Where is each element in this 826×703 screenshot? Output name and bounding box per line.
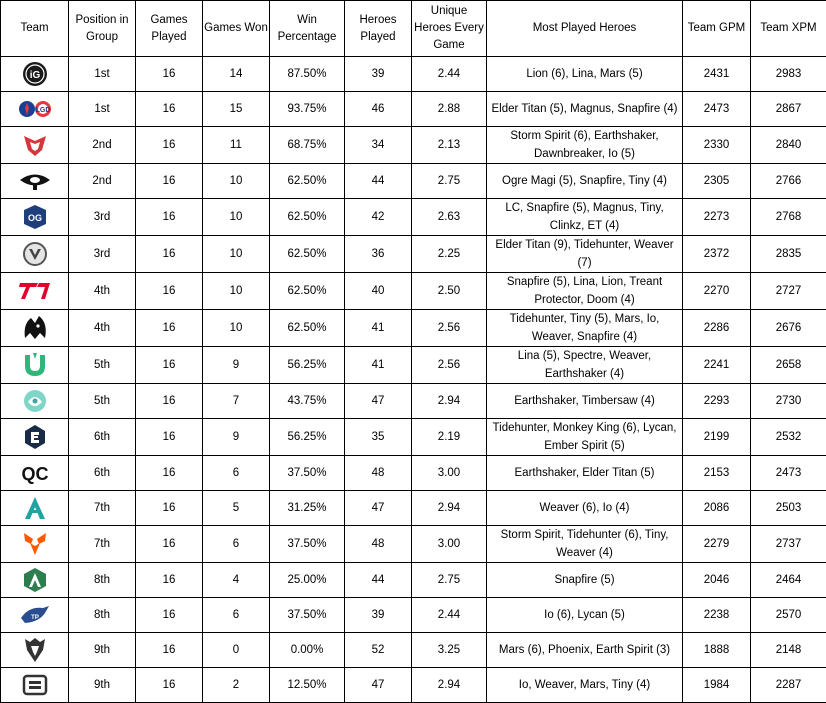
team-gpm-cell: 2473	[683, 92, 751, 127]
unique-heroes-cell: 2.56	[412, 310, 487, 347]
table-row	[1, 419, 826, 456]
most-played-heroes-cell: Earthshaker, Elder Titan (5)	[487, 456, 683, 491]
header-most-played: Most Played Heroes	[487, 1, 683, 57]
team-cell	[1, 526, 69, 563]
table-row	[1, 347, 826, 384]
header-win-percentage: Win Percentage	[270, 1, 345, 57]
most-played-heroes-cell: Weaver (6), Io (4)	[487, 491, 683, 526]
games-won-cell: 15	[203, 92, 270, 127]
table-row	[1, 92, 826, 127]
most-played-heroes-cell: Mars (6), Phoenix, Earth Spirit (3)	[487, 633, 683, 668]
team-cell	[1, 273, 69, 310]
undying-logo	[18, 351, 52, 379]
position-cell: 4th	[69, 310, 136, 347]
win-percentage-cell: 62.50%	[270, 164, 345, 199]
svg-text:OG: OG	[27, 213, 41, 223]
unique-heroes-cell: 2.50	[412, 273, 487, 310]
table-row	[1, 668, 826, 703]
team-cell	[1, 236, 69, 273]
og-logo	[18, 203, 52, 231]
position-cell: 9th	[69, 668, 136, 703]
team-xpm-cell: 2840	[751, 127, 826, 164]
unique-heroes-cell: 3.25	[412, 633, 487, 668]
most-played-heroes-cell: Lina (5), Spectre, Weaver, Earthshaker (4)	[487, 347, 683, 384]
team-xpm-cell: 2835	[751, 236, 826, 273]
games-won-cell: 9	[203, 419, 270, 456]
team-spirit-logo	[18, 314, 52, 342]
position-cell: 8th	[69, 598, 136, 633]
heroes-played-cell: 36	[345, 236, 412, 273]
win-percentage-cell: 37.50%	[270, 598, 345, 633]
ig-logo	[18, 60, 52, 88]
unique-heroes-cell: 2.44	[412, 57, 487, 92]
games-played-cell: 16	[136, 273, 203, 310]
table-row	[1, 164, 826, 199]
table-row	[1, 57, 826, 92]
win-percentage-cell: 56.25%	[270, 347, 345, 384]
win-percentage-cell: 37.50%	[270, 526, 345, 563]
heroes-played-cell: 42	[345, 199, 412, 236]
win-percentage-cell: 0.00%	[270, 633, 345, 668]
position-cell: 7th	[69, 526, 136, 563]
win-percentage-cell: 93.75%	[270, 92, 345, 127]
position-cell: 3rd	[69, 199, 136, 236]
team-gpm-cell: 1984	[683, 668, 751, 703]
team-xpm-cell: 2730	[751, 384, 826, 419]
games-won-cell: 10	[203, 164, 270, 199]
games-played-cell: 16	[136, 633, 203, 668]
table-row	[1, 384, 826, 419]
team-cell	[1, 164, 69, 199]
team-xpm-cell: 2570	[751, 598, 826, 633]
heroes-played-cell: 48	[345, 526, 412, 563]
most-played-heroes-cell: Io, Weaver, Mars, Tiny (4)	[487, 668, 683, 703]
win-percentage-cell: 12.50%	[270, 668, 345, 703]
heroes-played-cell: 40	[345, 273, 412, 310]
most-played-heroes-cell: Ogre Magi (5), Snapfire, Tiny (4)	[487, 164, 683, 199]
team-cell	[1, 57, 69, 92]
team-gpm-cell: 2199	[683, 419, 751, 456]
games-played-cell: 16	[136, 199, 203, 236]
beastcoast-logo	[18, 387, 52, 415]
most-played-heroes-cell: Lion (6), Lina, Mars (5)	[487, 57, 683, 92]
team-gpm-cell: 2305	[683, 164, 751, 199]
team-gpm-cell: 2431	[683, 57, 751, 92]
heroes-played-cell: 44	[345, 164, 412, 199]
team-cell	[1, 563, 69, 598]
team-cell	[1, 491, 69, 526]
team-cell	[1, 310, 69, 347]
heroes-played-cell: 41	[345, 347, 412, 384]
games-played-cell: 16	[136, 310, 203, 347]
games-won-cell: 0	[203, 633, 270, 668]
team-cell	[1, 347, 69, 384]
header-team: Team	[1, 1, 69, 57]
position-cell: 8th	[69, 563, 136, 598]
header-row	[1, 1, 826, 57]
heroes-played-cell: 35	[345, 419, 412, 456]
unique-heroes-cell: 2.25	[412, 236, 487, 273]
position-cell: 1st	[69, 92, 136, 127]
unique-heroes-cell: 2.56	[412, 347, 487, 384]
quincy-crew-logo	[18, 459, 52, 487]
team-gpm-cell: 2372	[683, 236, 751, 273]
table-row	[1, 273, 826, 310]
team-xpm-cell: 2473	[751, 456, 826, 491]
sg-esports-logo	[18, 636, 52, 664]
win-percentage-cell: 25.00%	[270, 563, 345, 598]
games-won-cell: 10	[203, 273, 270, 310]
header-gpm: Team GPM	[683, 1, 751, 57]
games-won-cell: 9	[203, 347, 270, 384]
games-played-cell: 16	[136, 526, 203, 563]
position-cell: 2nd	[69, 127, 136, 164]
games-won-cell: 5	[203, 491, 270, 526]
position-cell: 3rd	[69, 236, 136, 273]
win-percentage-cell: 68.75%	[270, 127, 345, 164]
table-row	[1, 199, 826, 236]
win-percentage-cell: 62.50%	[270, 310, 345, 347]
unique-heroes-cell: 3.00	[412, 456, 487, 491]
team-gpm-cell: 2153	[683, 456, 751, 491]
games-played-cell: 16	[136, 598, 203, 633]
svg-text:QC: QC	[21, 464, 48, 484]
games-won-cell: 6	[203, 598, 270, 633]
position-cell: 2nd	[69, 164, 136, 199]
unique-heroes-cell: 2.19	[412, 419, 487, 456]
team-gpm-cell: 2086	[683, 491, 751, 526]
unique-heroes-cell: 2.94	[412, 384, 487, 419]
team-gpm-cell: 2241	[683, 347, 751, 384]
team-gpm-cell: 2046	[683, 563, 751, 598]
most-played-heroes-cell: Snapfire (5), Lina, Lion, Treant Protector, Doom (4)	[487, 273, 683, 310]
team-gpm-cell: 2330	[683, 127, 751, 164]
header-unique-heroes: Unique Heroes Every Game	[412, 1, 487, 57]
team-cell	[1, 127, 69, 164]
heroes-played-cell: 34	[345, 127, 412, 164]
heroes-played-cell: 47	[345, 491, 412, 526]
table-row	[1, 633, 826, 668]
table-row	[1, 310, 826, 347]
games-played-cell: 16	[136, 347, 203, 384]
team-cell	[1, 598, 69, 633]
unique-heroes-cell: 2.94	[412, 491, 487, 526]
header-position: Position in Group	[69, 1, 136, 57]
team-cell	[1, 419, 69, 456]
games-won-cell: 7	[203, 384, 270, 419]
games-won-cell: 6	[203, 526, 270, 563]
win-percentage-cell: 62.50%	[270, 273, 345, 310]
win-percentage-cell: 56.25%	[270, 419, 345, 456]
unique-heroes-cell: 2.44	[412, 598, 487, 633]
heroes-played-cell: 39	[345, 57, 412, 92]
win-percentage-cell: 43.75%	[270, 384, 345, 419]
unique-heroes-cell: 2.75	[412, 563, 487, 598]
unique-heroes-cell: 2.94	[412, 668, 487, 703]
heroes-played-cell: 47	[345, 668, 412, 703]
table-row	[1, 127, 826, 164]
team-xpm-cell: 2867	[751, 92, 826, 127]
position-cell: 4th	[69, 273, 136, 310]
win-percentage-cell: 87.50%	[270, 57, 345, 92]
games-won-cell: 6	[203, 456, 270, 491]
team-xpm-cell: 2768	[751, 199, 826, 236]
svg-text:iG: iG	[29, 70, 40, 81]
fnatic-logo	[18, 530, 52, 558]
virtus-pro-logo	[18, 240, 52, 268]
games-played-cell: 16	[136, 563, 203, 598]
team-gpm-cell: 2293	[683, 384, 751, 419]
team-cell	[1, 668, 69, 703]
alliance-logo	[18, 566, 52, 594]
team-xpm-cell: 2532	[751, 419, 826, 456]
unique-heroes-cell: 2.75	[412, 164, 487, 199]
most-played-heroes-cell: Storm Spirit, Tidehunter (6), Tiny, Weaver (4)	[487, 526, 683, 563]
heroes-played-cell: 52	[345, 633, 412, 668]
unique-heroes-cell: 2.63	[412, 199, 487, 236]
table-row	[1, 563, 826, 598]
team-gpm-cell: 1888	[683, 633, 751, 668]
games-won-cell: 4	[203, 563, 270, 598]
heroes-played-cell: 41	[345, 310, 412, 347]
games-played-cell: 16	[136, 384, 203, 419]
position-cell: 5th	[69, 384, 136, 419]
unique-heroes-cell: 2.13	[412, 127, 487, 164]
most-played-heroes-cell: Snapfire (5)	[487, 563, 683, 598]
team-xpm-cell: 2464	[751, 563, 826, 598]
win-percentage-cell: 31.25%	[270, 491, 345, 526]
thunder-predator-logo	[18, 601, 52, 629]
games-won-cell: 10	[203, 310, 270, 347]
table-row	[1, 491, 826, 526]
team-gpm-cell: 2270	[683, 273, 751, 310]
table-row	[1, 236, 826, 273]
position-cell: 6th	[69, 456, 136, 491]
position-cell: 7th	[69, 491, 136, 526]
team-xpm-cell: 2148	[751, 633, 826, 668]
psg-lgd-logo	[18, 95, 52, 123]
unique-heroes-cell: 2.88	[412, 92, 487, 127]
svg-text:TP: TP	[31, 615, 39, 621]
header-games-won: Games Won	[203, 1, 270, 57]
team-gpm-cell: 2273	[683, 199, 751, 236]
heroes-played-cell: 39	[345, 598, 412, 633]
most-played-heroes-cell: Tidehunter, Monkey King (6), Lycan, Ember Spirit (5)	[487, 419, 683, 456]
team-cell	[1, 199, 69, 236]
games-played-cell: 16	[136, 57, 203, 92]
games-won-cell: 10	[203, 236, 270, 273]
team-cell	[1, 92, 69, 127]
team-xpm-cell: 2503	[751, 491, 826, 526]
heroes-played-cell: 48	[345, 456, 412, 491]
most-played-heroes-cell: Earthshaker, Timbersaw (4)	[487, 384, 683, 419]
games-won-cell: 11	[203, 127, 270, 164]
team-xpm-cell: 2737	[751, 526, 826, 563]
team-xpm-cell: 2658	[751, 347, 826, 384]
team-gpm-cell: 2279	[683, 526, 751, 563]
vici-gaming-logo	[18, 131, 52, 159]
most-played-heroes-cell: Tidehunter, Tiny (5), Mars, Io, Weaver, Snapfire (4)	[487, 310, 683, 347]
elephant-logo	[18, 671, 52, 699]
aster-logo	[18, 494, 52, 522]
games-played-cell: 16	[136, 236, 203, 273]
games-played-cell: 16	[136, 92, 203, 127]
most-played-heroes-cell: LC, Snapfire (5), Magnus, Tiny, Clinkz, ET (4)	[487, 199, 683, 236]
win-percentage-cell: 62.50%	[270, 199, 345, 236]
games-played-cell: 16	[136, 164, 203, 199]
header-games-played: Games Played	[136, 1, 203, 57]
games-played-cell: 16	[136, 127, 203, 164]
games-won-cell: 10	[203, 199, 270, 236]
table-row	[1, 456, 826, 491]
t1-logo	[18, 277, 52, 305]
position-cell: 9th	[69, 633, 136, 668]
position-cell: 5th	[69, 347, 136, 384]
team-xpm-cell: 2766	[751, 164, 826, 199]
win-percentage-cell: 62.50%	[270, 236, 345, 273]
team-xpm-cell: 2287	[751, 668, 826, 703]
team-xpm-cell: 2676	[751, 310, 826, 347]
unique-heroes-cell: 3.00	[412, 526, 487, 563]
team-cell	[1, 633, 69, 668]
win-percentage-cell: 37.50%	[270, 456, 345, 491]
position-cell: 1st	[69, 57, 136, 92]
position-cell: 6th	[69, 419, 136, 456]
heroes-played-cell: 47	[345, 384, 412, 419]
games-won-cell: 2	[203, 668, 270, 703]
header-xpm: Team XPM	[751, 1, 826, 57]
heroes-played-cell: 46	[345, 92, 412, 127]
games-played-cell: 16	[136, 491, 203, 526]
games-played-cell: 16	[136, 456, 203, 491]
header-heroes-played: Heroes Played	[345, 1, 412, 57]
most-played-heroes-cell: Io (6), Lycan (5)	[487, 598, 683, 633]
team-gpm-cell: 2238	[683, 598, 751, 633]
games-won-cell: 14	[203, 57, 270, 92]
most-played-heroes-cell: Elder Titan (9), Tidehunter, Weaver (7)	[487, 236, 683, 273]
team-cell	[1, 456, 69, 491]
svg-text:LGD: LGD	[35, 107, 50, 114]
table-row	[1, 526, 826, 563]
heroes-played-cell: 44	[345, 563, 412, 598]
games-played-cell: 16	[136, 419, 203, 456]
team-gpm-cell: 2286	[683, 310, 751, 347]
most-played-heroes-cell: Storm Spirit (6), Earthshaker, Dawnbreaker, Io (5)	[487, 127, 683, 164]
team-xpm-cell: 2983	[751, 57, 826, 92]
most-played-heroes-cell: Elder Titan (5), Magnus, Snapfire (4)	[487, 92, 683, 127]
games-played-cell: 16	[136, 668, 203, 703]
table-row	[1, 598, 826, 633]
team-xpm-cell: 2727	[751, 273, 826, 310]
team-cell	[1, 384, 69, 419]
team-secret-logo	[18, 167, 52, 195]
evil-geniuses-logo	[18, 423, 52, 451]
